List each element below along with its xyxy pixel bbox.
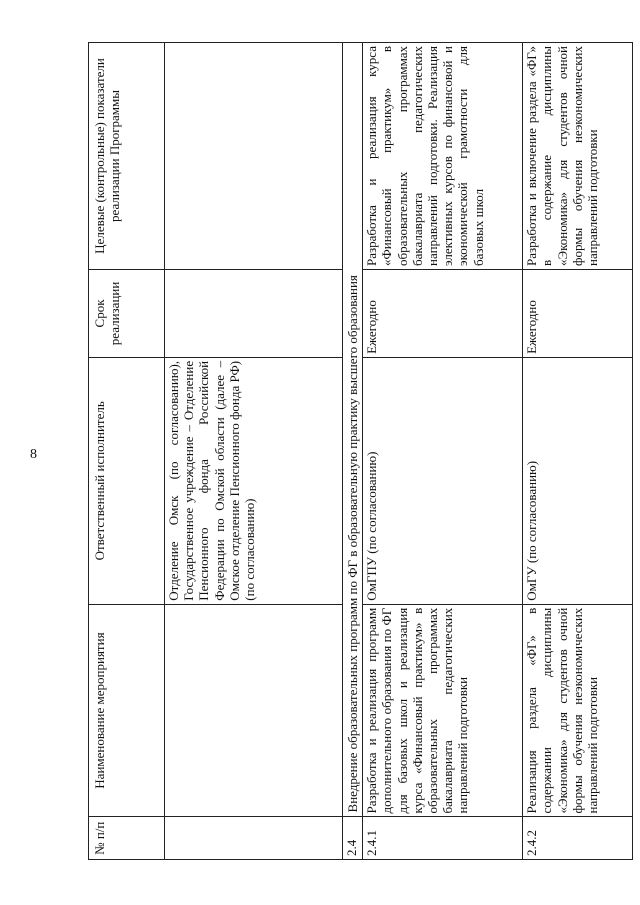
row-executor: ОмГУ (по согласованию) <box>523 357 633 604</box>
header-term: Срок реализации <box>89 269 165 357</box>
row-name: Разработка и реализация программ дополнительного образования по ФГ для базовых школ и реализация курса «Финансовый практикум» в образовательных программах бакалавриата педагогических направлений подготовки <box>363 604 523 817</box>
row-indicators: Разработка и реализация курса «Финансовый практикум» в образовательных программах бакалавриата педагогических направлений подготовки. Реализация элективных курсов по финансовой и экономической грамотности для базовых школ <box>363 43 523 270</box>
row-term: Ежегодно <box>523 269 633 357</box>
header-name: Наименование мероприятия <box>89 604 165 817</box>
cell-num-empty <box>165 817 343 860</box>
cell-executor-continued: Отделение Омск (по согласованию), Государственное учреждение – Отделение Пенсионного фонда Российской Федерации по Омской области (далее – Омское отделение Пенсионного фонда РФ) (по согласованию) <box>165 357 343 604</box>
row-term: Ежегодно <box>363 269 523 357</box>
table-header-row <box>89 43 165 860</box>
header-num: № п/п <box>89 817 165 860</box>
table-row-continued <box>165 43 343 860</box>
row-executor: ОмГПУ (по согласованию) <box>363 357 523 604</box>
table-row <box>363 43 523 860</box>
program-table <box>88 42 633 860</box>
cell-indicators-empty <box>165 43 343 270</box>
page-number: 8 <box>30 447 37 462</box>
row-indicators: Разработка и включение раздела «ФГ» в содержание дисциплины «Экономика» для студентов очной формы обучения неэкономических направлений подготовки <box>523 43 633 270</box>
table-row <box>523 43 633 860</box>
cell-name-empty <box>165 604 343 817</box>
cell-term-empty <box>165 269 343 357</box>
rotated-table-wrapper <box>88 46 640 860</box>
row-num: 2.4.2 <box>523 817 633 860</box>
section-row <box>343 43 363 860</box>
row-name: Реализация раздела «ФГ» в содержании дисциплины «Экономика» для студентов очной формы обучения неэкономических направлений подготовки <box>523 604 633 817</box>
header-executor: Ответственный исполнитель <box>89 357 165 604</box>
section-num: 2.4 <box>343 817 363 860</box>
row-num: 2.4.1 <box>363 817 523 860</box>
header-indicators: Целевые (контрольные) показатели реализации Программы <box>89 43 165 270</box>
section-title: Внедрение образовательных программ по ФГ в образовательную практику высшего образования <box>343 43 363 817</box>
